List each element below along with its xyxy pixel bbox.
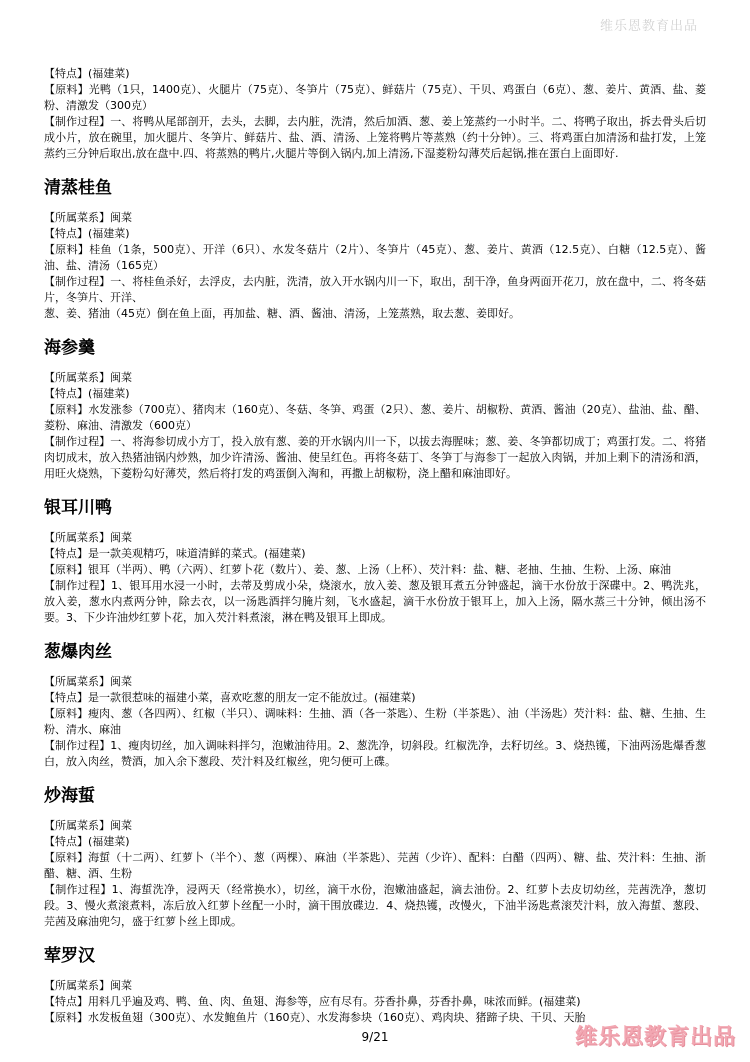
recipe-process: 【制作过程】1、海蜇洗净，浸两天（经常换水），切丝，滴干水份，泡嫩油盛起，滴去油份。2、红萝卜去皮切幼丝，芫茜洗净，葱切段。3、慢火煮滚煮料，冻后放入红萝卜丝配一小时，滴干围放碟边．4、烧热镬，改慢火，下油半汤匙煮滚芡汁料，放入海蜇、葱段、芫茜及麻油兜匀，盛于红萝卜丝上即成。: [44, 883, 706, 928]
recipe-cuisine: 【所属菜系】闽菜: [44, 819, 132, 832]
recipe-ingredients: 【原料】桂鱼（1条，500克）、开洋（6只）、水发冬菇片（2片）、冬笋片（45克）、葱、姜片、黄酒（12.5克）、白糖（12.5克）、酱油、盐、清汤（165克）: [44, 243, 706, 272]
page-number: 9/21: [361, 1030, 389, 1044]
recipe-feature: 【特点】(福建菜): [44, 387, 130, 400]
recipe-process-cont: 葱、姜、猪油（45克）倒在鱼上面，再加盐、糖、酒、酱油、清汤，上笼蒸熟，取去葱、姜即好。: [44, 307, 520, 320]
intro-ingredients: 【原料】光鸭（1只，1400克）、火腿片（75克）、冬笋片（75克）、鲜菇片（75克）、干贝、鸡蛋白（6克）、葱、姜片、黄酒、盐、菱粉、清激发（300克）: [44, 83, 706, 112]
recipe-cuisine: 【所属菜系】闽菜: [44, 531, 132, 544]
recipe-ingredients: 【原料】水发涨参（700克）、猪肉末（160克）、冬菇、冬笋、鸡蛋（2只）、葱、姜片、胡椒粉、黄酒、酱油（20克）、盐油、盐、醋、菱粉、麻油、清激发（600克）: [44, 403, 706, 432]
watermark-top: 维乐恩教育出品: [599, 19, 698, 34]
recipe-yiner-chuanya: [44, 497, 706, 626]
recipe-feature: 【特点】(福建菜): [44, 227, 130, 240]
recipe-cuisine: 【所属菜系】闽菜: [44, 371, 132, 384]
recipe-title: 葱爆肉丝: [44, 642, 112, 662]
recipe-congbao-rousi: [44, 641, 706, 770]
intro-process: 【制作过程】一、将鸭从尾部剖开，去头，去脚，去内脏，洗清，然后加酒、葱、姜上笼蒸约一小时半。二、将鸭子取出，拆去骨头后切成小片，放在碗里，加火腿片、冬笋片、鲜菇片、盐、酒、清汤、上笼将鸭片等蒸熟（约十分钟）。三、将鸡蛋白加清汤和盐打发，上笼蒸约三分钟后取出,放在盘中.四、将蒸熟的鸭片,火腿片等倒入锅内,加上清汤,下湿菱粉勾薄芡后起锅,推在蛋白上面即好.: [44, 115, 706, 160]
document-body: [44, 66, 706, 1026]
recipe-chao-haizhe: [44, 785, 706, 930]
recipe-feature: 【特点】用料几乎遍及鸡、鸭、鱼、肉、鱼翅、海参等，应有尽有。芬香扑鼻，芬香扑鼻，味浓而鲜。(福建菜): [44, 995, 581, 1008]
recipe-ingredients: 【原料】水发板鱼翅（300克）、水发鲍鱼片（160克）、水发海参块（160克）、鸡肉块、猪蹄子块、干贝、天胎: [44, 1011, 586, 1024]
recipe-hun-luohan: [44, 945, 706, 1026]
recipe-ingredients: 【原料】银耳（半两）、鸭（六两）、红萝卜花（数片）、姜、葱、上汤（上杯）、芡汁料：盐、糖、老抽、生抽、生粉、上汤、麻油: [44, 563, 671, 576]
recipe-title: 海参羹: [44, 338, 95, 358]
recipe-ingredients: 【原料】海蜇（十二两）、红萝卜（半个）、葱（两棵）、麻油（半茶匙）、芫茜（少许）、配料：白醋（四两）、糖、盐、芡汁料：生抽、浙醋、糖、酒、生粉: [44, 851, 706, 880]
recipe-cuisine: 【所属菜系】闽菜: [44, 211, 132, 224]
recipe-process: 【制作过程】一、将海参切成小方丁，投入放有葱、姜的开水锅内川一下，以拔去海腥味；葱、姜、冬笋都切成丁；鸡蛋打发。二、将猪肉切成末，放入热猪油锅内炒熟，加少许清汤、酱油、使呈红色。再将冬菇丁、冬笋丁与海参丁一起放入肉锅，并加上剩下的清汤和酒，用旺火烧熟，下菱粉勾好薄芡，然后将打发的鸡蛋倒入淘和，再撒上胡椒粉，浇上醋和麻油即好。: [44, 435, 706, 480]
recipe-feature: 【特点】是一款很惹味的福建小菜，喜欢吃葱的朋友一定不能放过。(福建菜): [44, 691, 416, 704]
intro-feature: 【特点】(福建菜): [44, 67, 130, 80]
recipe-process: 【制作过程】1、瘦肉切丝，加入调味料拌匀，泡嫩油待用。2、葱洗净，切斜段。红椒洗净，去籽切丝。3、烧热镬，下油两汤匙爆香葱白，放入肉丝，赞酒，加入余下葱段、芡汁料及红椒丝，兜匀便可上碟。: [44, 739, 706, 768]
recipe-ingredients: 【原料】瘦肉、葱（各四两）、红椒（半只）、调味料：生抽、酒（各一茶匙）、生粉（半茶匙）、油（半汤匙）芡汁料：盐、糖、生抽、生粉、清水、麻油: [44, 707, 706, 736]
recipe-process: 【制作过程】一、将桂鱼杀好，去浮皮，去内脏，洗清，放入开水锅内川一下，取出，刮干净，鱼身两面开花刀，放在盘中，二、将冬菇片，冬笋片、开洋、: [44, 275, 706, 304]
recipe-title: 清蒸桂鱼: [44, 178, 112, 198]
watermark-bottom: 维乐恩教育出品: [574, 1025, 736, 1050]
recipe-haishen-geng: [44, 337, 706, 482]
recipe-cuisine: 【所属菜系】闽菜: [44, 675, 132, 688]
recipe-qingzheng-guiyu: [44, 177, 706, 322]
recipe-feature: 【特点】(福建菜): [44, 835, 130, 848]
recipe-process: 【制作过程】1、银耳用水浸一小时，去蒂及剪成小朵，烧滚水，放入姜、葱及银耳煮五分钟盛起，滴干水份放于深碟中。2、鸭洗兆，放入姜，葱水内煮两分钟，除去衣，以一汤匙酒拌匀腌片刻，飞水盛起，滴干水份放于银耳上，加入上汤，隔水蒸三十分钟，倾出汤不要。3、下少许油炒红萝卜花，加入芡汁料煮滚，淋在鸭及银耳上即成。: [44, 579, 706, 624]
intro-block: [44, 66, 706, 162]
recipe-title: 炒海蜇: [44, 786, 95, 806]
recipe-feature: 【特点】是一款美观精巧，味道清鲜的菜式。(福建菜): [44, 547, 306, 560]
recipe-cuisine: 【所属菜系】闽菜: [44, 979, 132, 992]
recipe-title: 银耳川鸭: [44, 498, 112, 518]
recipe-title: 荤罗汉: [44, 946, 95, 966]
